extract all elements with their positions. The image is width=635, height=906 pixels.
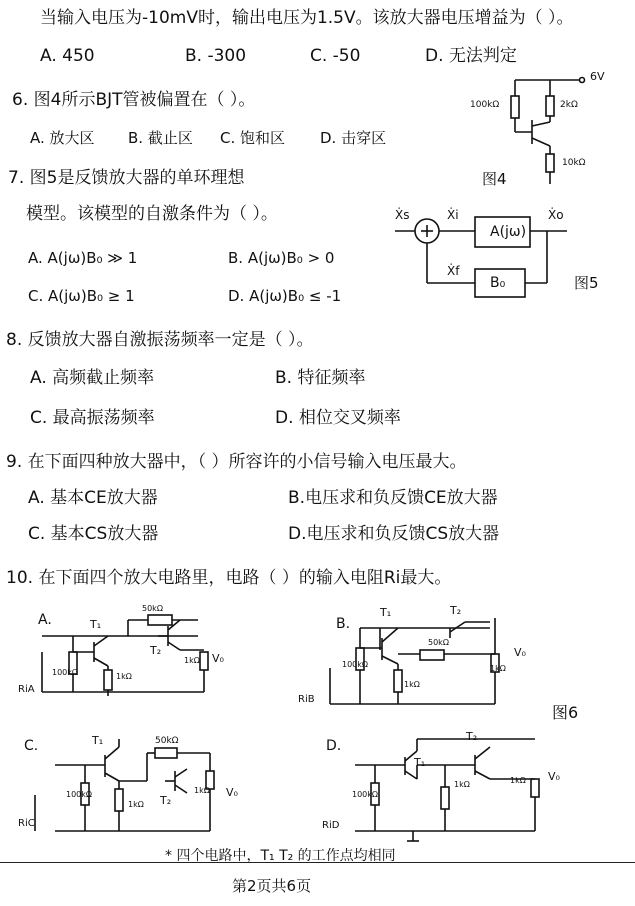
circuit-d-rb: 100kΩ [352,790,379,799]
circuit-a [28,600,228,705]
q6-option-a: A. 放大区 [30,129,95,147]
q8-option-c: C. 最高振荡频率 [30,408,155,428]
circuit-b-re: 1kΩ [404,680,420,689]
circuit-c-rb: 100kΩ [66,790,93,799]
fig5-xi-label: Ẋi [447,208,459,222]
circuit-d-vo: V₀ [548,770,560,783]
q9-option-a: A. 基本CE放大器 [28,488,158,508]
circuit-c-re: 1kΩ [128,800,144,809]
fig5-xs-label: Ẋs [395,208,410,222]
fig4-vcc-label: 6V [590,70,605,83]
circuit-c-t1: T₁ [92,734,104,747]
fig5-fb-label: B₀ [490,275,506,291]
q10-stem: 10. 在下面四个放大电路里，电路（ ）的输入电阻Ri最大。 [6,568,452,588]
q6-stem: 6. 图4所示BJT管被偏置在（ ）。 [12,90,256,110]
q7-option-d: D. A(jω)B₀ ≤ -1 [228,287,342,305]
circuit-c-label: C. [24,738,39,754]
q5-option-b: B. -300 [185,46,247,66]
circuit-b-vo: V₀ [514,646,526,659]
fig5-amp-label: A(jω) [490,224,527,240]
circuit-b-ri: RiB [298,694,315,705]
fig4-r1-label: 100kΩ [470,100,500,110]
circuit-d-rl: 1kΩ [510,776,526,785]
q7-stem-line1: 7. 图5是反馈放大器的单环理想 [8,168,245,188]
q7-stem-line2: 模型。该模型的自激条件为（ ）。 [26,204,278,224]
fig5-feedback-model [395,205,570,300]
circuit-a-ri: RiA [18,684,35,695]
circuit-c-t2: T₂ [160,794,172,807]
circuit-d-re: 1kΩ [454,780,470,789]
circuit-a-rb: 100kΩ [52,668,79,677]
q5-stem: 当输入电压为-10mV时，输出电压为1.5V。该放大器电压增益为（ ）。 [40,8,574,28]
circuit-a-t1: T₁ [90,618,102,631]
q5-option-c: C. -50 [310,46,361,66]
footer-divider [0,862,635,863]
fig5-xf-label: Ẋf [447,264,460,278]
q8-option-b: B. 特征频率 [275,368,366,388]
circuit-c-rl: 1kΩ [194,786,210,795]
circuit-b-rb: 100kΩ [342,660,369,669]
fig5-caption: 图5 [574,274,599,292]
q6-option-d: D. 击穿区 [320,129,387,147]
q9-option-b: B.电压求和负反馈CE放大器 [288,488,498,508]
circuit-a-rl: 1kΩ [184,656,200,665]
circuit-a-rf: 50kΩ [142,604,163,613]
q5-option-a: A. 450 [40,46,95,66]
circuit-c-ri: RiC [18,818,35,829]
circuit-d-t1: T₁ [414,756,426,769]
circuit-b-label: B. [336,616,351,632]
page-footer: 第2页共6页 [232,877,312,895]
q8-option-d: D. 相位交叉频率 [275,408,401,428]
q6-option-c: C. 饱和区 [220,129,286,147]
q8-stem: 8. 反馈放大器自激振荡频率一定是（ ）。 [6,330,314,350]
q7-option-a: A. A(jω)B₀ ≫ 1 [28,249,138,267]
q7-option-c: C. A(jω)B₀ ≥ 1 [28,287,135,305]
fig4-caption: 图4 [482,170,507,188]
fig5-xo-label: Ẋo [548,208,564,222]
circuit-c-rf: 50kΩ [155,736,179,746]
circuit-d-ri: RiD [322,820,340,831]
q8-option-a: A. 高频截止频率 [30,368,155,388]
q10-note: * 四个电路中，T₁ T₂ 的工作点均相同 [165,848,396,864]
circuit-a-label: A. [38,612,52,628]
q5-option-d: D. 无法判定 [425,46,517,66]
circuit-a-vo: V₀ [212,652,224,665]
q6-option-b: B. 截止区 [128,129,193,147]
fig6-caption: 图6 [552,703,579,722]
circuit-b-t2: T₂ [450,604,462,617]
circuit-b-t1: T₁ [380,606,392,619]
circuit-a-t2: T₂ [150,644,162,657]
circuit-c-vo: V₀ [226,786,238,799]
q9-stem: 9. 在下面四种放大器中，（ ）所容许的小信号输入电压最大。 [6,452,467,472]
fig4-r3-label: 10kΩ [562,158,586,168]
circuit-b-rf: 50kΩ [428,638,449,647]
circuit-a-re: 1kΩ [116,672,132,681]
q7-option-b: B. A(jω)B₀ > 0 [228,249,335,267]
q9-option-d: D.电压求和负反馈CS放大器 [288,524,500,544]
q9-option-c: C. 基本CS放大器 [28,524,159,544]
fig4-r2-label: 2kΩ [560,100,578,110]
circuit-b-rl: 1kΩ [490,664,506,673]
circuit-d-t2: T₂ [466,730,478,743]
circuit-d-label: D. [326,738,342,754]
